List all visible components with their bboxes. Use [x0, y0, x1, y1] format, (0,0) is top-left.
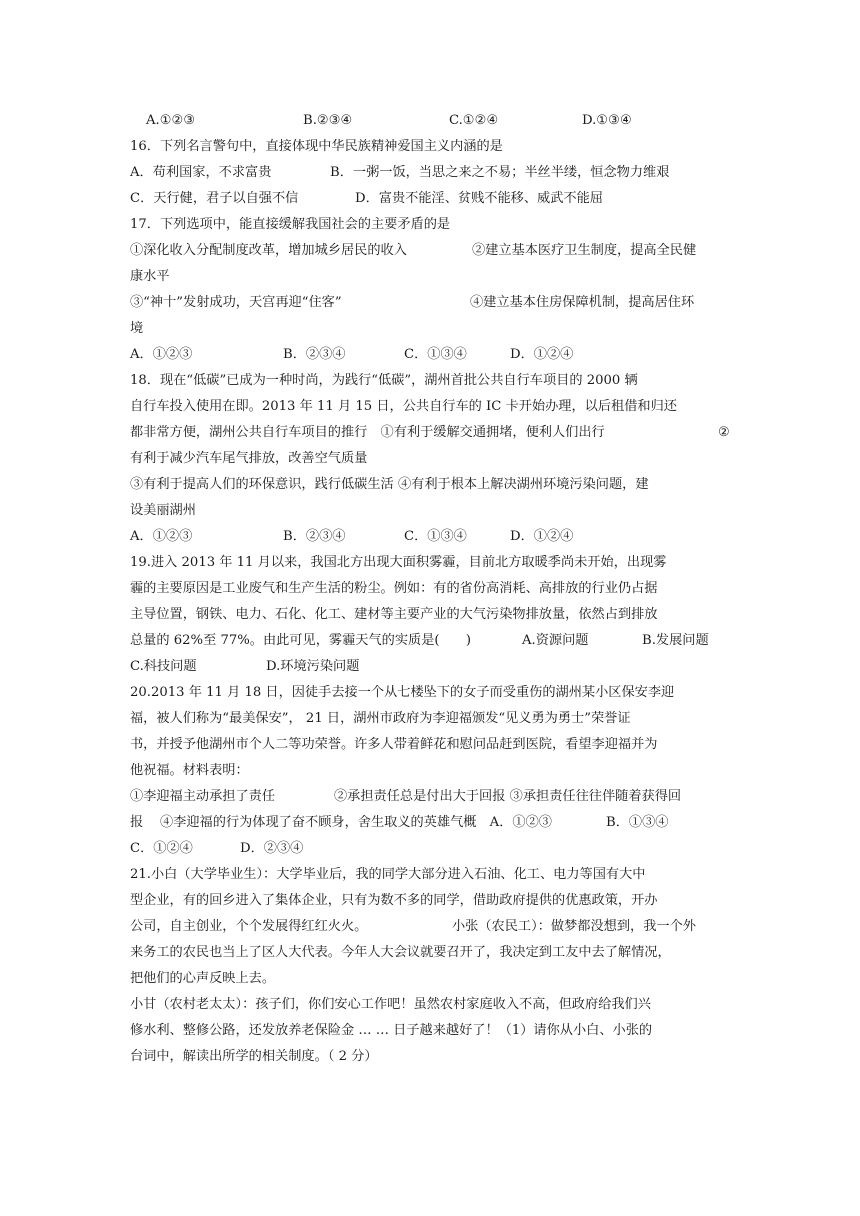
q17-option-b: B．②③④: [283, 347, 346, 362]
q17-stem: 17．下列选项中，能直接缓解我国社会的主要矛盾的是: [130, 217, 451, 232]
q17-statement-4-cont: 境: [130, 321, 144, 336]
q15-option-d: D.①③④: [582, 113, 632, 128]
q20-line-6: [130, 810, 735, 836]
q16-option-d: D．富贵不能淫、贫贱不能移、威武不能屈: [355, 191, 603, 206]
q16-options-row2: [130, 186, 735, 212]
q17-statement-2-cont: 康水平: [130, 269, 170, 284]
q21-line-4: 来务工的农民也当上了区人大代表。今年人大会议就要召开了，我决定到工友中去了解情况，: [130, 945, 671, 960]
q18-line-3-text: 都非常方便，湖州公共自行车项目的推行 ①有利于缓解交通拥堵，便利人们出行: [130, 425, 605, 440]
q17-statement-4: ④建立基本住房保障机制，提高居住环: [470, 295, 695, 310]
q21-line-1: 21.小白（大学毕业生）：大学毕业后，我的同学大部分进入石油、化工、电力等国有大中: [130, 867, 646, 882]
q17-option-a: A．①②③: [130, 347, 193, 362]
q20-option-d: D．②③④: [240, 841, 304, 856]
q20-line-7: [130, 836, 735, 862]
q17-row1: [130, 238, 735, 264]
q19-line-3: 主导位置，钢铁、电力、石化、化工、建材等主要产业的大气污染物排放量，依然占到排放: [130, 607, 658, 622]
q20-statement-3-cont: 报: [130, 815, 144, 830]
q20-line-4: 他祝福。材料表明：: [130, 763, 249, 778]
q16-option-c: C．天行健，君子以自强不信: [130, 191, 299, 206]
q15-options: [130, 108, 735, 134]
q20-line-2: 福，被人们称为“最美保安”， 21 日，湖州市政府为李迎福颁发“见义勇为勇士”荣誉证: [130, 711, 631, 726]
q19-line-2: 霾的主要原因是工业废气和生产生活的粉尘。例如：有的省份高消耗、高排放的行业仍占据: [130, 581, 658, 596]
q18-line-1: 18．现在“低碳”已成为一种时尚，为践行“低碳”，湖州首批公共自行车项目的 2000 辆: [130, 373, 638, 388]
q20-line-5: [130, 784, 735, 810]
q15-option-b: B.②③④: [303, 113, 353, 128]
q18-options: [130, 524, 735, 550]
q18-option-d: D．①②④: [510, 529, 574, 544]
q16-options-row1: [130, 160, 735, 186]
q21-line-7: 修水利、整修公路，还发放养老保险金 … … 日子越来越好了！（1）请你从小白、小张的: [130, 1023, 653, 1038]
q21-line-3: [130, 914, 735, 940]
q19-option-a: A.资源问题: [522, 633, 589, 648]
q20-statement-4-and-a: ④李迎福的行为体现了奋不顾身，舍生取义的英雄气概 A．①②③: [160, 815, 552, 830]
exam-page: [130, 108, 735, 1070]
q21-line-2: 型企业，有的回乡进入了集体企业，只有为数不多的同学，借助政府提供的优惠政策，开办: [130, 893, 658, 908]
q19-option-d: D.环境污染问题: [266, 659, 360, 674]
q19-option-c: C.科技问题: [130, 659, 197, 674]
q18-line-3: [130, 420, 735, 446]
q20-statement-2-3: ②承担责任总是付出大于回报 ③承担责任往往伴随着获得回: [334, 789, 682, 804]
q16-stem: 16．下列名言警句中，直接体现中华民族精神爱国主义内涵的是: [130, 139, 503, 154]
q17-option-c: C．①③④: [404, 347, 467, 362]
q20-line-3: 书，并授予他湖州市个人二等功荣誉。许多人带着鲜花和慰问品赶到医院，看望李迎福并为: [130, 737, 658, 752]
q20-option-b: B．①③④: [606, 815, 669, 830]
q18-line-2: 自行车投入使用在即。2013 年 11 月 15 日，公共自行车的 IC 卡开始办理，以后租借和归还: [130, 399, 677, 414]
q19-line-4: [130, 628, 735, 654]
q18-option-a: A．①②③: [130, 529, 193, 544]
q20-option-c: C．①②④: [130, 841, 193, 856]
q17-statement-3: ③“神十”发射成功，天宫再迎“住客”: [130, 295, 342, 310]
q21-xiaozhang-start: 小张（农民工）：做梦都没想到，我一个外: [452, 919, 696, 934]
q21-line-5: 把他们的心声反映上去。: [130, 971, 276, 986]
q17-options: [130, 342, 735, 368]
q19-line-1: 19.进入 2013 年 11 月以来，我国北方出现大面积雾霾，目前北方取暖季尚未开始，出现雾: [130, 555, 667, 570]
q19-question: 总量的 62%至 77%。由此可见，雾霾天气的实质是( ): [130, 633, 472, 648]
q19-line-5: [130, 654, 735, 680]
q17-row3: [130, 290, 735, 316]
q17-statement-1: ①深化收入分配制度改革，增加城乡居民的收入: [130, 243, 407, 258]
q16-option-b: B．一粥一饭，当思之来之不易；半丝半缕，恒念物力维艰: [330, 165, 670, 180]
q18-line-3-marker: ②: [718, 425, 730, 440]
q18-option-b: B．②③④: [283, 529, 346, 544]
q17-statement-2: ②建立基本医疗卫生制度，提高全民健: [472, 243, 697, 258]
q18-line-4: 有利于减少汽车尾气排放，改善空气质量: [130, 451, 368, 466]
q17-option-d: D．①②④: [510, 347, 574, 362]
q18-option-c: C．①③④: [404, 529, 467, 544]
q21-xiaobai-end: 公司，自主创业，个个发展得红红火火。: [130, 919, 368, 934]
q19-option-b: B.发展问题: [642, 633, 709, 648]
q16-option-a: A．苟利国家，不求富贵: [130, 165, 272, 180]
q20-statement-1: ①李迎福主动承担了责任: [130, 789, 276, 804]
q15-option-a: A.①②③: [146, 113, 196, 128]
q21-line-8: 台词中，解读出所学的相关制度。（ 2 分）: [130, 1049, 378, 1064]
q21-line-6: 小甘（农村老太太）：孩子们，你们安心工作吧！虽然农村家庭收入不高，但政府给我们兴: [130, 997, 651, 1012]
q20-line-1: 20.2013 年 11 月 18 日，因徒手去接一个从七楼坠下的女子而受重伤的湖州某小区保安李迎: [130, 685, 675, 700]
q18-line-5: ③有利于提高人们的环保意识，践行低碳生活 ④有利于根本上解决湖州环境污染问题，建: [130, 477, 649, 492]
q15-option-c: C.①②④: [449, 113, 499, 128]
q18-line-6: 设美丽湖州: [130, 503, 196, 518]
